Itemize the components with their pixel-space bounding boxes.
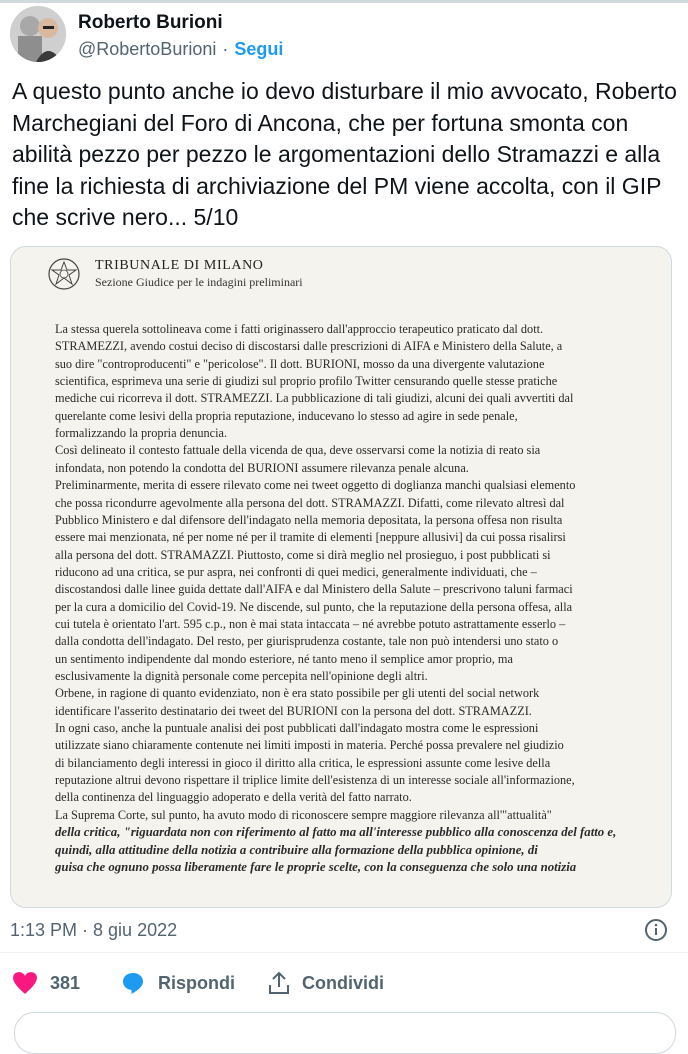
read-replies-button[interactable] bbox=[14, 1012, 676, 1054]
document-line: La stessa querela sottolineava come i fatti originassero dall'approccio terapeutico praticato dal dott. bbox=[55, 322, 544, 336]
document-line: In ogni caso, anche la puntuale analisi dei post pubblicati dall'indagato mostra come le espressioni bbox=[55, 721, 539, 736]
document-line: identificare l'asserito destinatario dei tweet del BURIONI con la persona del dott. STRAMAZZI. bbox=[55, 703, 532, 718]
tweet-image[interactable] bbox=[10, 246, 672, 908]
reply-label: Rispondi bbox=[158, 972, 235, 993]
document-line: suo dire "controproducenti" e "pericolose". Il dott. BURIONI, mosso da una divergente valutazione bbox=[55, 356, 545, 371]
share-icon bbox=[268, 971, 290, 995]
court-section: Sezione Giudice per le indagini preliminari bbox=[95, 275, 303, 289]
document-line: guisa che ognuno possa liberamente fare le proprie scelte, con la conseguenza che solo una notizia bbox=[55, 859, 577, 874]
reply-button[interactable] bbox=[120, 968, 235, 998]
author-handle[interactable]: @RobertoBurioni bbox=[78, 39, 217, 59]
document-line: Pubblico Ministero e dal difensore dell'indagato nella memoria depositata, la persona offesa non risulta bbox=[55, 512, 563, 527]
document-line: esclusivamente la dignità personale come percepita nell'opinione degli altri. bbox=[55, 669, 428, 683]
share-button[interactable] bbox=[268, 968, 384, 998]
document-line: cui tutela è orientato l'art. 595 c.p., non è mai stata intaccata – né avrebbe potuto astrattamente esserlo – bbox=[55, 616, 566, 631]
document-line: discostandosi dalle linee guida dettate dall'AIFA e dal Ministero della Salute – prescrivono taluni farmaci bbox=[55, 582, 573, 597]
follow-button[interactable]: Segui bbox=[234, 39, 284, 59]
tweet-text: A questo punto anche io devo disturbare il mio avvocato, Roberto Marchegiani del Foro di Ancona, che per fortuna smonta con abilità pezzo per pezzo le argomentazioni dello Stramazzi e alla fine la richiesta di archiviazione del PM viene accolta, con il GIP che scrive nero... 5/10 bbox=[12, 78, 677, 230]
document-line: scientifica, esprimeva una serie di giudizi sul proprio profilo Twitter censurando quelle stesse pratiche bbox=[55, 374, 558, 389]
document-line: riducono ad una critica, se pur aspra, nei confronti di quei medici, generalmente individuati, che – bbox=[55, 564, 537, 579]
share-label: Condividi bbox=[302, 972, 384, 993]
document-line: STRAMEZZI, avendo costui deciso di discostarsi dalle prescrizioni di AIFA e Ministero della Salute, a bbox=[55, 339, 563, 354]
document-line: della continenza del linguaggio adoperato e della verità del fatto narrato. bbox=[55, 790, 412, 805]
tweet-header bbox=[10, 6, 678, 60]
document-line: che possa ricondurre agevolmente alla persona del dott. STRAMAZZI. Difatti, come rilevato altresì dal bbox=[55, 495, 565, 510]
document-line: querelante come lesivi della propria reputazione, inducevano lo stesso ad agire in sede penale, bbox=[55, 408, 518, 423]
document-line: un sentimento indipendente dal mondo esteriore, né tanto meno il semplice amor proprio, ma bbox=[55, 651, 513, 666]
avatar[interactable] bbox=[10, 6, 66, 62]
separator: · bbox=[222, 39, 229, 59]
document-line: infondata, non potendo la condotta del BURIONI assumere rilevanza penale alcuna. bbox=[55, 460, 469, 475]
author-name[interactable]: Roberto Burioni bbox=[78, 12, 223, 33]
top-divider bbox=[0, 0, 688, 3]
divider bbox=[0, 952, 688, 953]
document-line: La Suprema Corte, sul punto, ha avuto modo di riconoscere sempre maggiore rilevanza all'"attualità" bbox=[55, 807, 552, 822]
document-line: per la cura a domicilio del Covid-19. Ne discende, sul punto, che la reputazione della persona offesa, alla bbox=[55, 599, 573, 614]
heart-icon bbox=[12, 971, 38, 995]
document-line: dalla condotta dell'indagato. Del resto, per giurisprudenza costante, tale non può intendersi uno stato o bbox=[55, 634, 559, 649]
document-line: reputazione altrui devono rispettare il triplice limite dell'esistenza di un interesse sociale all'informazione, bbox=[55, 773, 575, 788]
court-name: TRIBUNALE DI MILANO bbox=[95, 258, 264, 273]
document-line: Così delineato il contesto fattuale della vicenda de qua, deve osservarsi come la notizia di reato sia bbox=[55, 443, 541, 458]
document-line: di bilanciamento degli interessi in gioco il diritto alla critica, le espressioni assunte come lesive della bbox=[55, 755, 551, 770]
speech-bubble-icon bbox=[120, 971, 146, 995]
document-line: della critica, "riguardata non con riferimento al fatto ma all'interesse pubblico alla conoscenza del fatto e, bbox=[55, 825, 617, 840]
document-line: quindi, alla attitudine della notizia a contribuire alla formazione della pubblica opinione, di bbox=[55, 842, 538, 857]
like-count: 381 bbox=[50, 972, 81, 993]
document-line: Orbene, in ragione di quanto evidenziato, non è era stato possibile per gli utenti del social network bbox=[55, 686, 540, 701]
court-document bbox=[11, 247, 671, 907]
tweet-timestamp[interactable]: 1:13 PM · 8 giu 2022 bbox=[10, 920, 178, 940]
document-line: formalizzando la propria denuncia. bbox=[55, 426, 228, 441]
info-icon[interactable] bbox=[644, 918, 668, 942]
document-line: utilizzate siano chiaramente contenute nei limiti imposti in materia. Perché possa prevalere nel giudizio bbox=[55, 738, 564, 753]
action-bar bbox=[0, 968, 688, 998]
italian-emblem-icon bbox=[47, 257, 81, 291]
document-line: alla persona del dott. STRAMAZZI. Piuttosto, come si dirà meglio nel prosieguo, i post pubblicati si bbox=[55, 547, 551, 562]
document-line: Preliminarmente, merita di essere rilevato come nei tweet oggetto di doglianza manchi qualsiasi elemento bbox=[55, 478, 576, 493]
document-line: mediche cui ricorreva il dott. STRAMEZZI. La pubblicazione di tali giudizi, alcuni dei quali avvertiti dal bbox=[55, 391, 574, 406]
like-button[interactable] bbox=[12, 968, 80, 998]
document-line: essere mai menzionata, né per nome né per il tramite di elementi [neppure allusivi] da cui possa risalirsi bbox=[55, 530, 566, 545]
handle-row bbox=[78, 39, 283, 60]
